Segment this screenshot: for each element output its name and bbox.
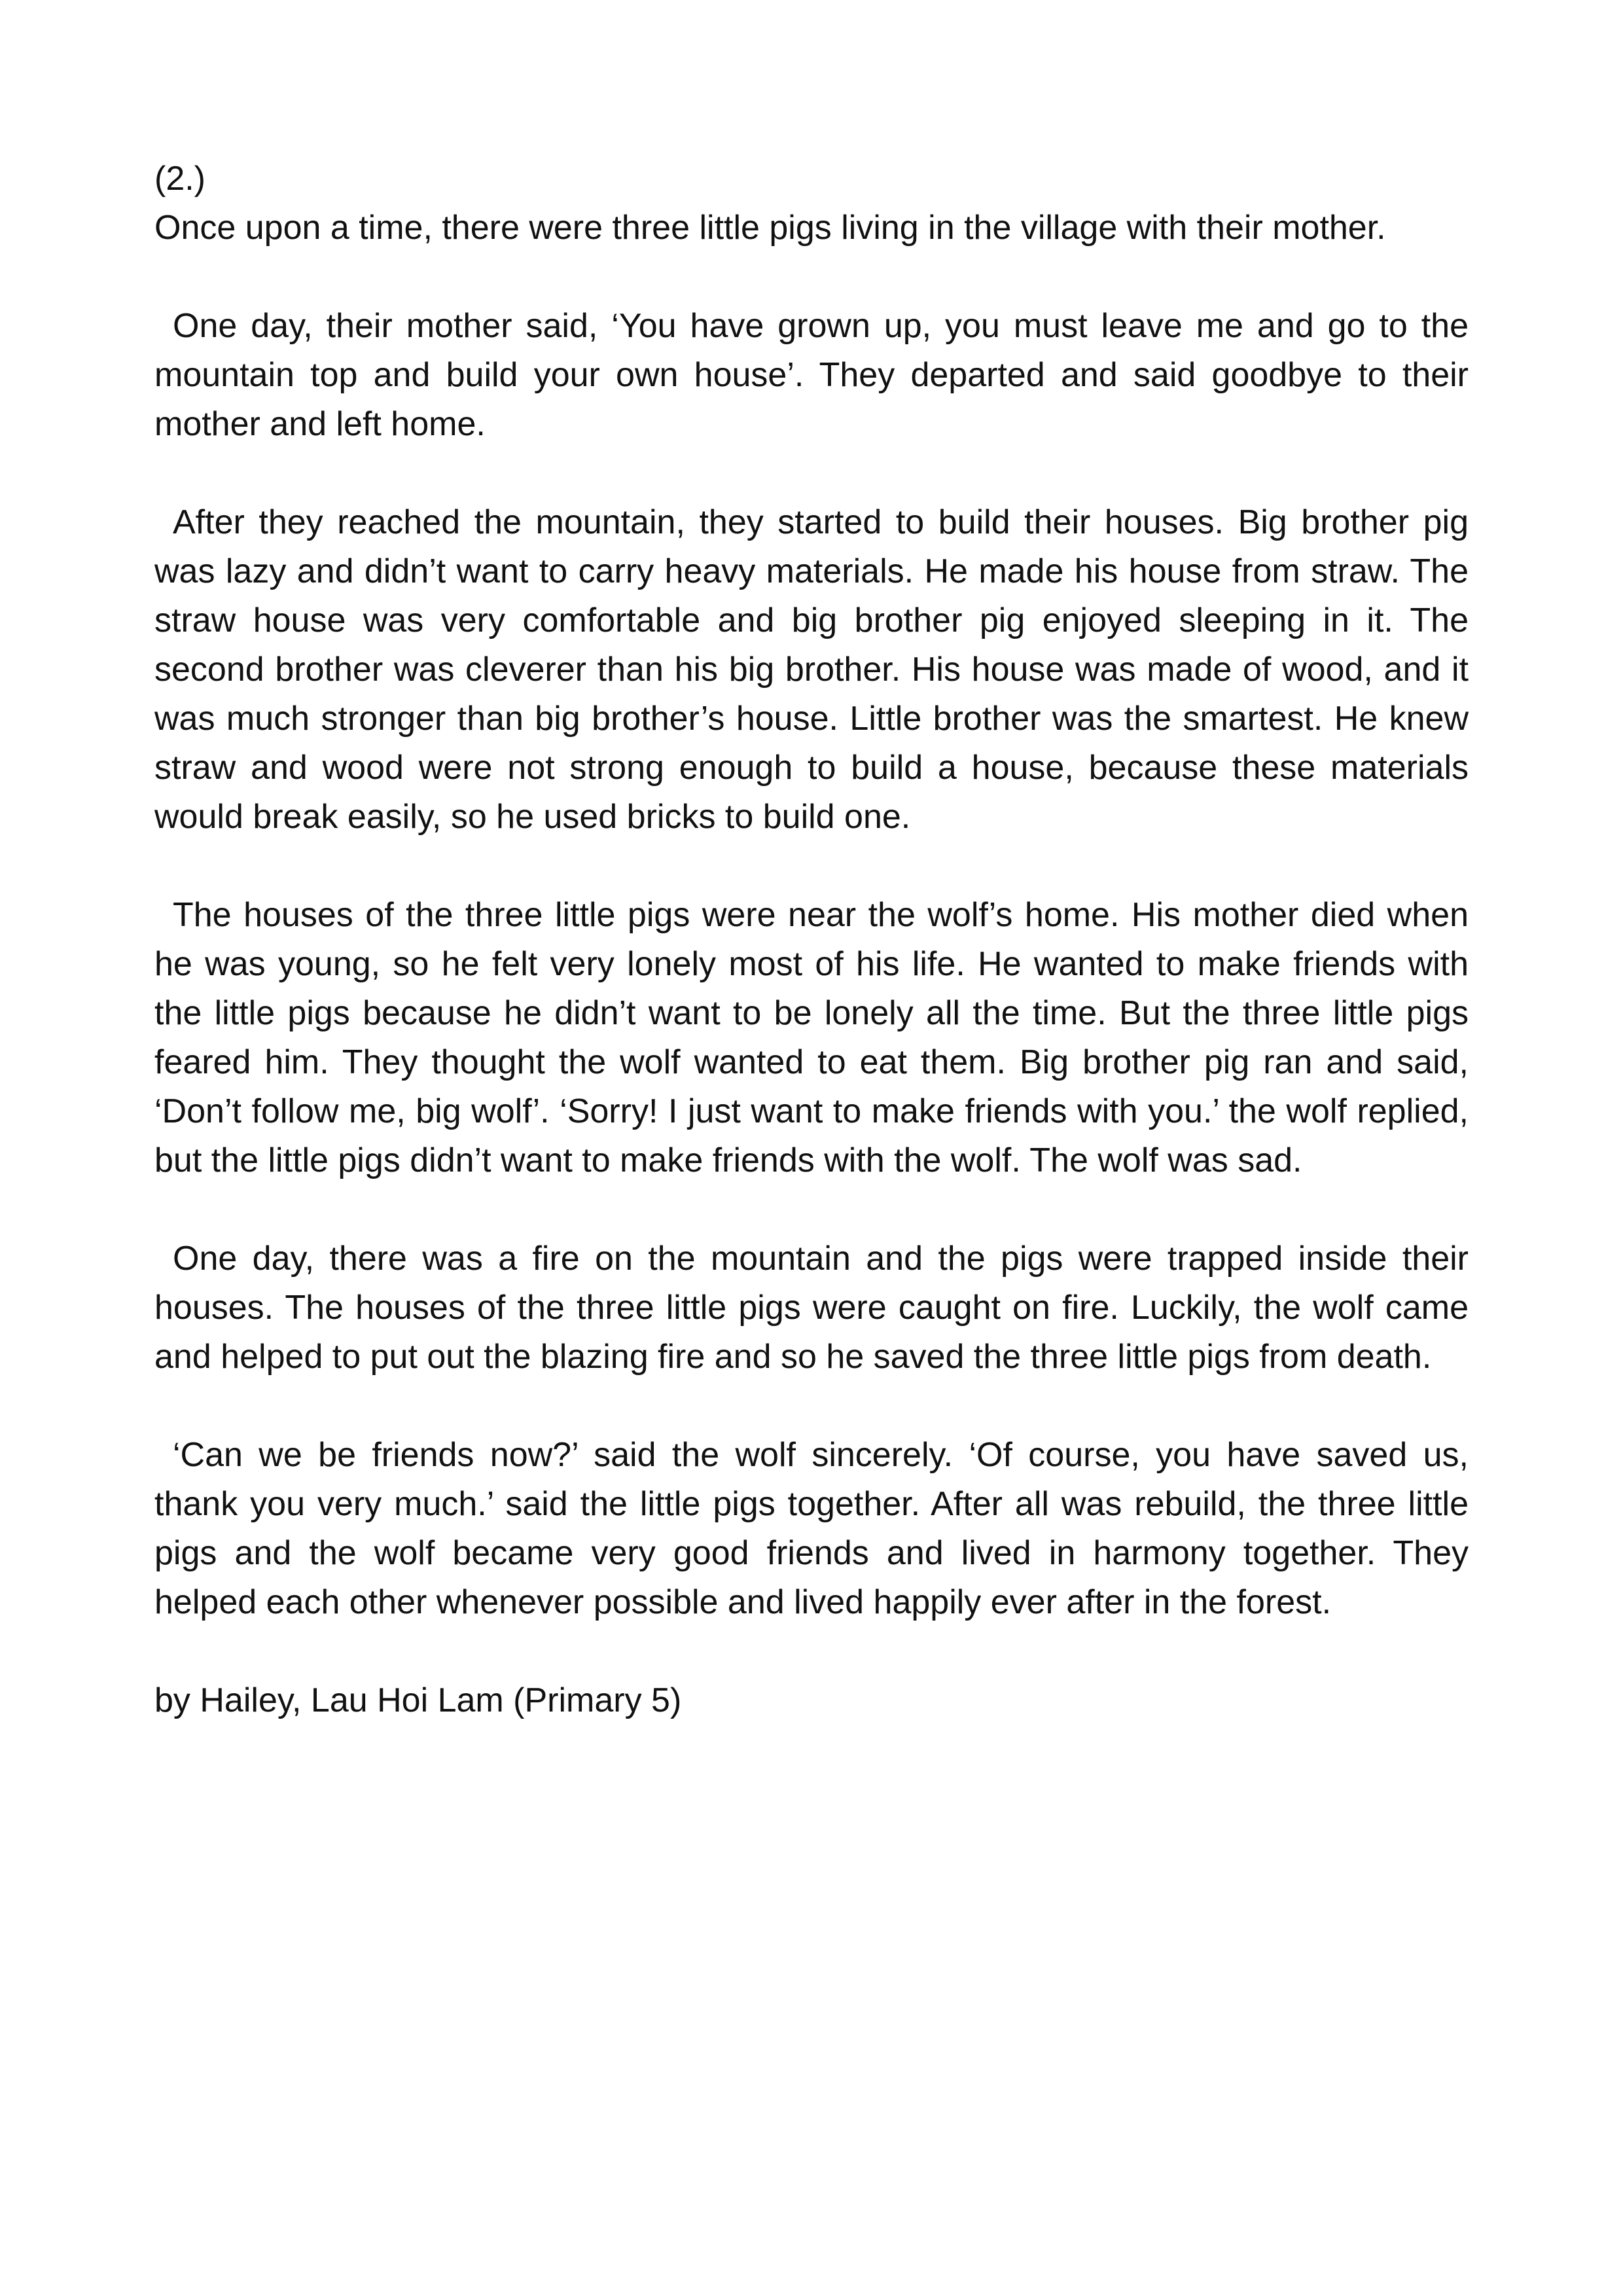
paragraph-2: One day, their mother said, ‘You have grown up, you must leave me and go to the mountain top and build your own house’. They departed and said goodbye to their mother and left home. [154, 307, 1469, 443]
paragraph-4: The houses of the three little pigs were near the wolf’s home. His mother died when he was young, so he felt very lonely most of his life. He wanted to make friends with the little pigs because he didn’t want to be lonely all the time. But the three little pigs feared him. They thought the wolf wanted to eat them. Big brother pig ran and said, ‘Don’t follow me, big wolf’. ‘Sorry! I just want to make friends with you.’ the wolf replied, but the little pigs didn’t want to make friends with the wolf. The wolf was sad. [154, 896, 1469, 1179]
paragraph-3: After they reached the mountain, they started to build their houses. Big brother pig was lazy and didn’t want to carry heavy materials. He made his house from straw. The straw house was very comfortable and big brother pig enjoyed sleeping in it. The second brother was cleverer than his big brother. His house was made of wood, and it was much stronger than big brother’s house. Little brother was the smartest. He knew straw and wood were not strong enough to build a house, because these materials would break easily, so he used bricks to build one. [154, 503, 1469, 836]
paragraph-5: One day, there was a fire on the mountain and the pigs were trapped inside their houses. The houses of the three little pigs were caught on fire. Luckily, the wolf came and helped to put out the blazing fire and so he saved the three little pigs from death. [154, 1240, 1469, 1376]
author-byline: by Hailey, Lau Hoi Lam (Primary 5) [154, 1681, 682, 1719]
paragraph-6: ‘Can we be friends now?’ said the wolf sincerely. ‘Of course, you have saved us, thank you very much.’ said the little pigs together. After all was rebuild, the three little pigs and the wolf became very good friends and lived in harmony together. They helped each other whenever possible and lived happily ever after in the forest. [154, 1436, 1469, 1621]
section-label: (2.) [154, 160, 205, 198]
story-body [154, 154, 1469, 1725]
paragraph-1: Once upon a time, there were three little pigs living in the village with their mother. [154, 209, 1386, 247]
